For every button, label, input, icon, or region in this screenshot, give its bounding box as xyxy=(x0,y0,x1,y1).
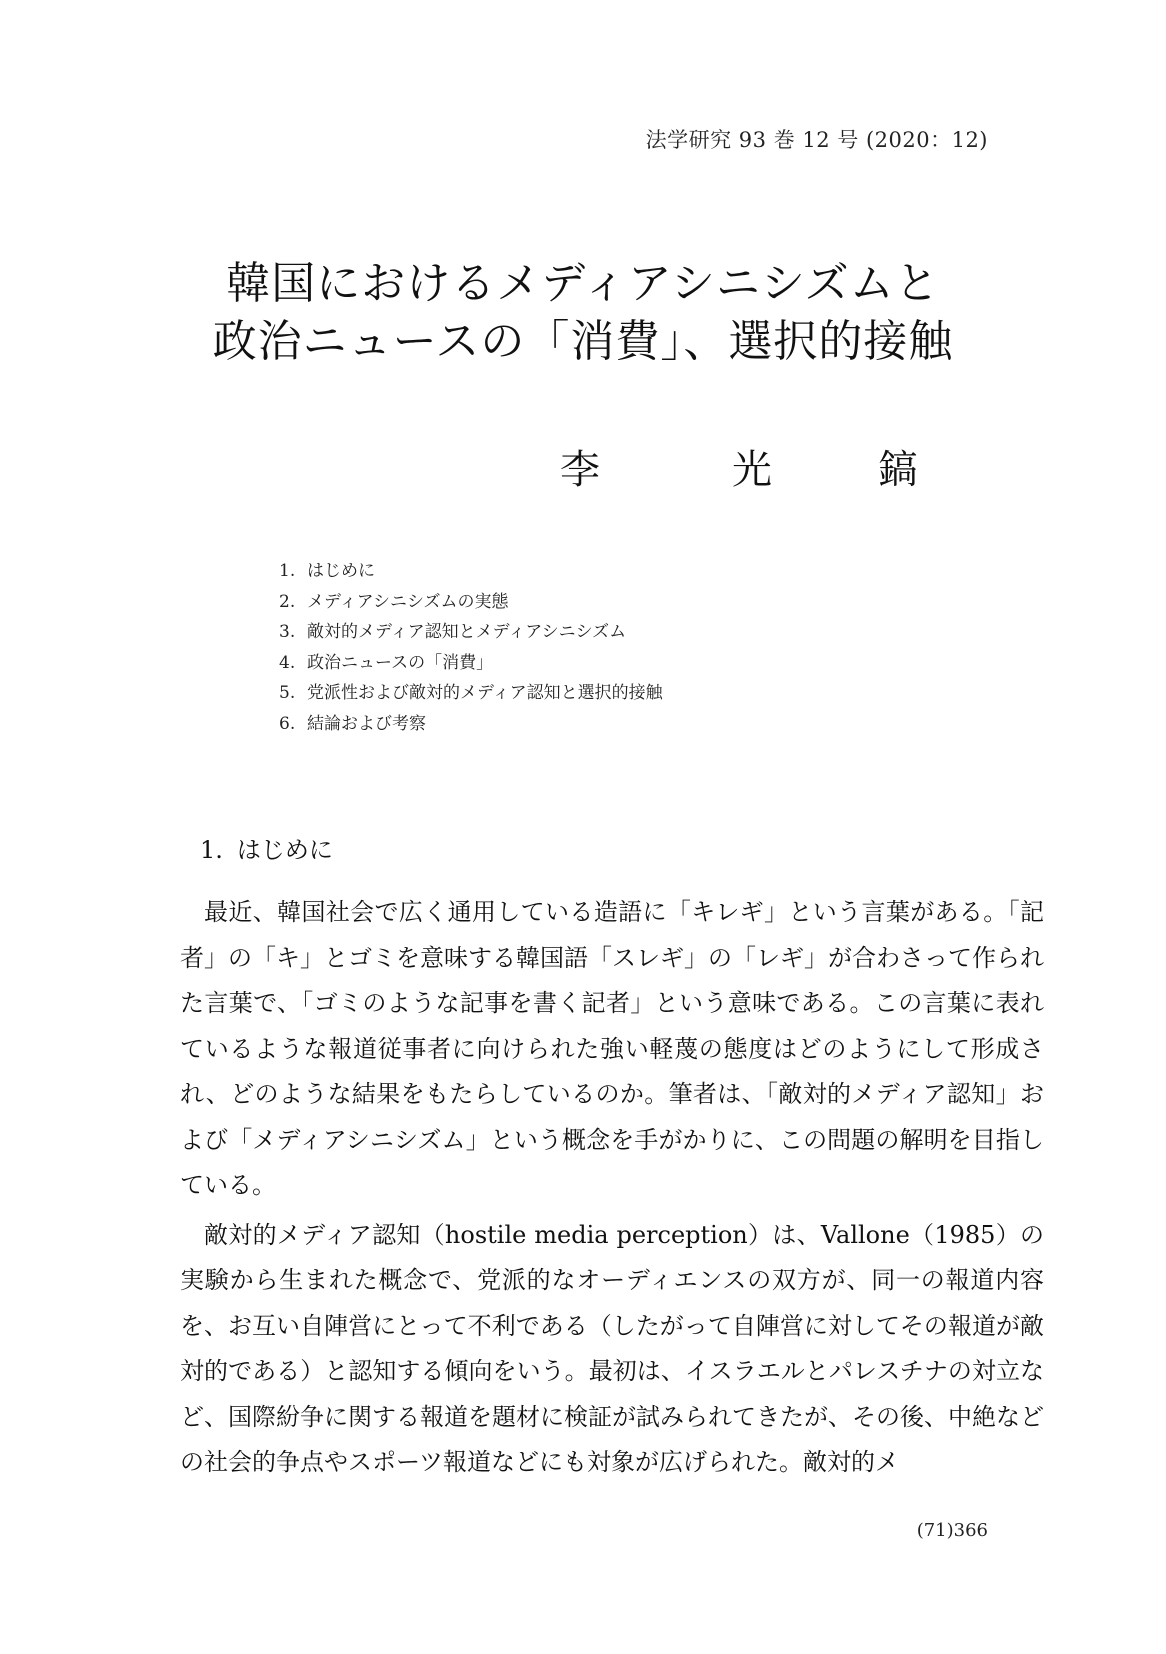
toc-item-number: 6. xyxy=(279,713,296,734)
section-heading xyxy=(200,830,333,865)
toc-item-number: 2. xyxy=(279,591,296,612)
author-char-1: 李 xyxy=(560,447,600,493)
toc-item xyxy=(279,617,663,648)
toc-item-label: はじめに xyxy=(307,561,375,581)
paragraph: 敵対的メディア認知（hostile media perception）は、Vallone（1985）の実験から生まれた概念で、党派的なオーディエンスの双方が、同一の報道内容を、お互い自陣営にとって不利である（したがって自陣営に対してその報道が敵対的である）と認知する傾向をいう。最初は、イスラエルとパレスチナの対立など、国際紛争に関する報道を題材に検証が試みられてきたが、その後、中絶などの社会的争点やスポーツ報道などにも対象が広げられた。敵対的メ xyxy=(180,1220,1044,1476)
author-char-2: 光 xyxy=(732,447,772,493)
toc-item xyxy=(279,648,663,679)
toc-item-number: 3. xyxy=(279,622,296,642)
toc-item-label: 結論および考察 xyxy=(307,713,426,734)
paragraph: 最近、韓国社会で広く通用している造語に「キレギ」という言葉がある。「記者」の「キ」とゴミを意味する韓国語「スレギ」の「レギ」が合わさって作られた言葉で、「ゴミのような記事を書く記者」という意味である。この言葉に表れているような報道従事者に向けられた強い軽蔑の態度はどのようにして形成され、どのような結果をもたらしているのか。筆者は、「敵対的メディア認知」および「メディアシニシズム」という概念を手がかりに、この問題の解明を目指している。 xyxy=(180,898,1044,1199)
toc-item xyxy=(279,709,663,740)
table-of-contents xyxy=(279,556,663,739)
toc-item-label: 党派性および敵対的メディア認知と選択的接触 xyxy=(307,683,663,703)
journal-info: 法学研究 93 巻 12 号 (2020：12) xyxy=(645,128,988,152)
toc-item xyxy=(279,587,663,618)
toc-item-number: 1. xyxy=(279,561,296,581)
toc-item-label: メディアシニシズムの実態 xyxy=(307,591,509,612)
toc-item xyxy=(279,678,663,709)
section-title: はじめに xyxy=(236,836,333,864)
author-char-3: 鎬 xyxy=(878,447,918,493)
toc-item-number: 5. xyxy=(279,683,296,703)
page-number: (71)366 xyxy=(916,1520,988,1541)
toc-item xyxy=(279,556,663,587)
toc-item-label: 政治ニュースの「消費」 xyxy=(307,652,494,673)
section-number: 1. xyxy=(200,836,223,864)
body-text xyxy=(180,890,1044,1490)
title-line-2: 政治ニュースの「消費」、選択的接触 xyxy=(212,316,954,367)
article-title xyxy=(0,255,1166,371)
title-line-1: 韓国におけるメディアシニシズムと xyxy=(226,258,940,309)
toc-item-number: 4. xyxy=(279,652,296,673)
toc-item-label: 敵対的メディア認知とメディアシニシズム xyxy=(307,622,627,642)
